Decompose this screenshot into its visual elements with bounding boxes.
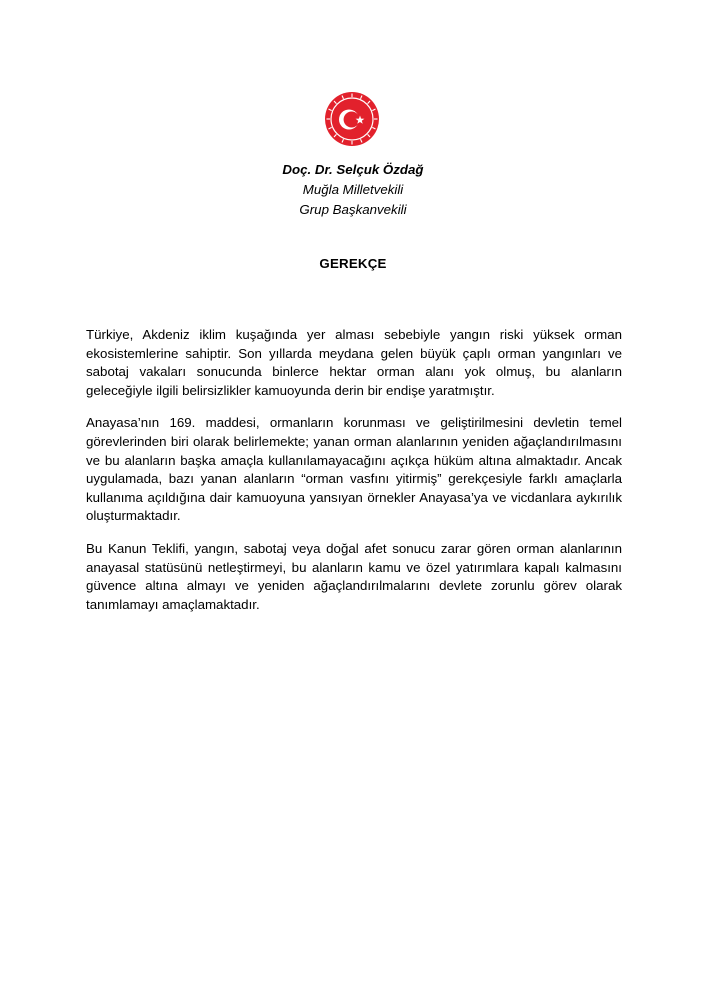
author-role: Grup Başkanvekili bbox=[299, 202, 407, 217]
paragraph-2: Anayasa’nın 169. maddesi, ormanların korunması ve geliştirilmesini devletin temel görevlerinden biri olarak belirlemekte; yanan orman alanlarının yeniden ağaçlandırılmasını ve bu alanların başka amaçla kullanılamayacağını açıkça hüküm altına almaktadır. Ancak uygulamada, bazı yanan alanların “orman vasfını yitirmiş” gerekçesiyle farklı amaçlarla kullanıma açıldığına dair kamuoyuna yansıyan örnekler Anayasa’ya ve vicdanlara aykırılık oluşturmaktadır. bbox=[86, 415, 622, 524]
tbmm-seal-icon bbox=[324, 91, 380, 147]
author-name: Doç. Dr. Selçuk Özdağ bbox=[282, 162, 424, 177]
document-body bbox=[86, 326, 622, 628]
paragraph-3: Bu Kanun Teklifi, yangın, sabotaj veya doğal afet sonucu zarar gören orman alanlarının anayasal statüsünü netleştirmeyi, bu alanların kamu ve özel yatırımlara kapalı kalmasını güvence altına almayı ve yeniden ağaçlandırılmalarını devlete zorunlu görev olarak tanımlamayı amaçlamaktadır. bbox=[86, 540, 622, 612]
paragraph-1: Türkiye, Akdeniz iklim kuşağında yer alması sebebiyle yangın riski yüksek orman ekosistemlerine sahiptir. Son yıllarda meydana gelen büyük çaplı orman yangınları ve sabotaj vakaları sonucunda binlerce hektar orman alanı yok olmuş, bu alanların geleceğiyle ilgili belirsizlikler kamuoyunda derin bir endişe yaratmıştır. bbox=[86, 327, 622, 398]
document-title: GEREKÇE bbox=[319, 256, 387, 271]
author-district: Muğla Milletvekili bbox=[302, 182, 404, 197]
author-block bbox=[0, 160, 706, 220]
